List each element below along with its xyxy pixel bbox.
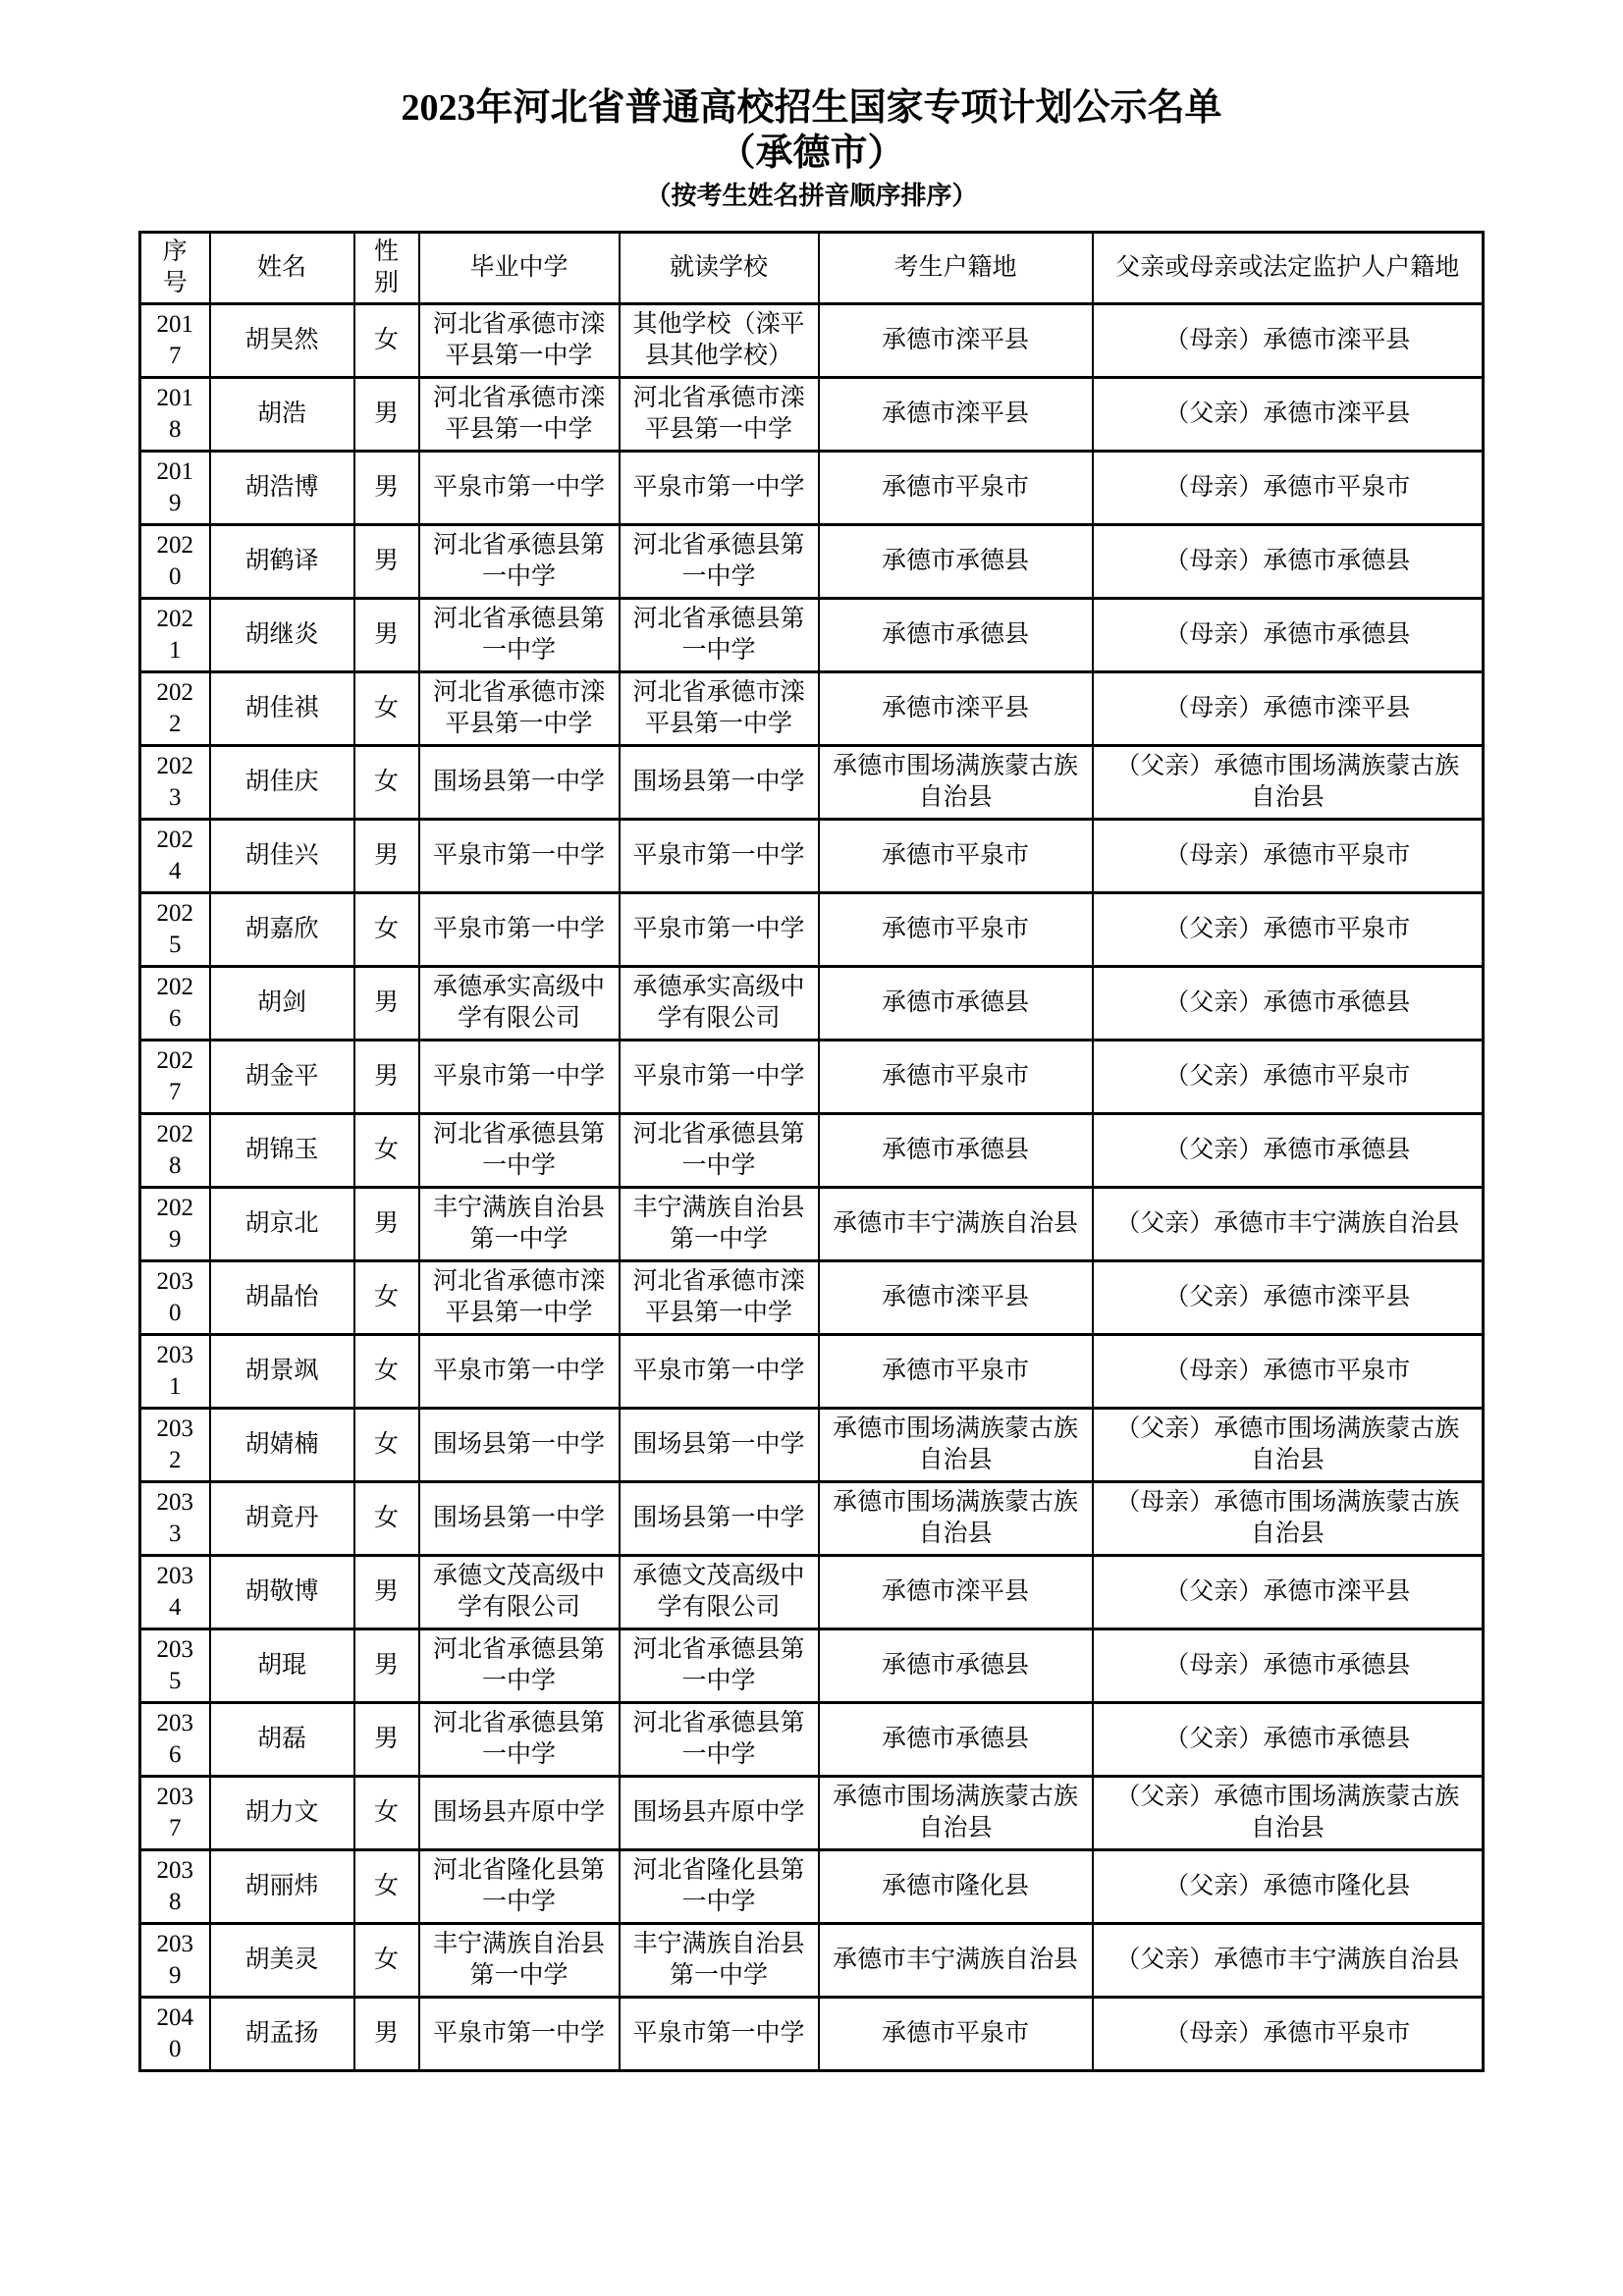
cell-gender: 男 [354, 598, 419, 671]
cell-residence: 承德市滦平县 [819, 377, 1093, 451]
table-row [140, 1187, 1484, 1260]
table-row [140, 671, 1484, 745]
cell-attend-school: 围场县第一中学 [620, 1481, 819, 1555]
cell-residence: 承德市平泉市 [819, 451, 1093, 524]
table-row [140, 377, 1484, 451]
cell-id: 2030 [140, 1260, 210, 1334]
cell-guardian-residence: （母亲）承德市滦平县 [1093, 303, 1484, 377]
table-row [140, 1260, 1484, 1334]
cell-guardian-residence: （父亲）承德市丰宁满族自治县 [1093, 1923, 1484, 1997]
cell-gender: 男 [354, 1702, 419, 1776]
column-header-serial: 序号 [140, 232, 210, 303]
cell-guardian-residence: （父亲）承德市丰宁满族自治县 [1093, 1187, 1484, 1260]
cell-attend-school: 河北省承德市滦平县第一中学 [620, 377, 819, 451]
cell-attend-school: 河北省承德县第一中学 [620, 1702, 819, 1776]
table-row [140, 1629, 1484, 1702]
cell-name: 胡金平 [210, 1040, 354, 1113]
cell-residence: 承德市滦平县 [819, 1555, 1093, 1629]
cell-grad-school: 平泉市第一中学 [419, 1040, 620, 1113]
cell-id: 2023 [140, 745, 210, 819]
cell-gender: 女 [354, 892, 419, 966]
cell-gender: 女 [354, 1481, 419, 1555]
cell-residence: 承德市平泉市 [819, 819, 1093, 892]
table-row [140, 451, 1484, 524]
cell-grad-school: 河北省承德县第一中学 [419, 1629, 620, 1702]
cell-residence: 承德市丰宁满族自治县 [819, 1187, 1093, 1260]
column-header-guardian-residence: 父亲或母亲或法定监护人户籍地 [1093, 232, 1484, 303]
cell-gender: 男 [354, 1187, 419, 1260]
table-row [140, 1702, 1484, 1776]
cell-guardian-residence: （母亲）承德市平泉市 [1093, 819, 1484, 892]
cell-residence: 承德市承德县 [819, 598, 1093, 671]
cell-attend-school: 河北省承德县第一中学 [620, 1113, 819, 1187]
cell-gender: 女 [354, 1334, 419, 1408]
cell-attend-school: 围场县第一中学 [620, 745, 819, 819]
column-header-graduation-school: 毕业中学 [419, 232, 620, 303]
cell-residence: 承德市滦平县 [819, 671, 1093, 745]
cell-name: 胡孟扬 [210, 1997, 354, 2070]
cell-residence: 承德市承德县 [819, 524, 1093, 598]
cell-gender: 男 [354, 451, 419, 524]
cell-attend-school: 平泉市第一中学 [620, 819, 819, 892]
table-row [140, 1334, 1484, 1408]
cell-name: 胡浩 [210, 377, 354, 451]
cell-name: 胡晶怡 [210, 1260, 354, 1334]
cell-guardian-residence: （母亲）承德市平泉市 [1093, 1997, 1484, 2070]
cell-name: 胡美灵 [210, 1923, 354, 1997]
cell-guardian-residence: （母亲）承德市承德县 [1093, 524, 1484, 598]
cell-attend-school: 平泉市第一中学 [620, 1334, 819, 1408]
cell-name: 胡磊 [210, 1702, 354, 1776]
cell-grad-school: 承德承实高级中学有限公司 [419, 966, 620, 1040]
cell-residence: 承德市围场满族蒙古族自治县 [819, 1481, 1093, 1555]
cell-gender: 女 [354, 1923, 419, 1997]
cell-name: 胡敬博 [210, 1555, 354, 1629]
page-title: 2023年河北省普通高校招生国家专项计划公示名单 [401, 87, 1222, 129]
cell-id: 2037 [140, 1776, 210, 1849]
cell-guardian-residence: （父亲）承德市平泉市 [1093, 892, 1484, 966]
cell-guardian-residence: （母亲）承德市围场满族蒙古族自治县 [1093, 1481, 1484, 1555]
cell-gender: 女 [354, 671, 419, 745]
cell-gender: 女 [354, 1849, 419, 1923]
cell-grad-school: 河北省承德县第一中学 [419, 1113, 620, 1187]
cell-attend-school: 平泉市第一中学 [620, 892, 819, 966]
cell-grad-school: 河北省承德市滦平县第一中学 [419, 377, 620, 451]
cell-gender: 女 [354, 745, 419, 819]
cell-name: 胡京北 [210, 1187, 354, 1260]
column-header-gender: 性别 [354, 232, 419, 303]
cell-name: 胡佳祺 [210, 671, 354, 745]
cell-guardian-residence: （父亲）承德市承德县 [1093, 1702, 1484, 1776]
cell-guardian-residence: （母亲）承德市平泉市 [1093, 1334, 1484, 1408]
cell-attend-school: 丰宁满族自治县第一中学 [620, 1923, 819, 1997]
cell-id: 2020 [140, 524, 210, 598]
page-subtitle: （承德市） [718, 132, 905, 174]
roster-table-header [140, 232, 1484, 303]
cell-guardian-residence: （父亲）承德市滦平县 [1093, 377, 1484, 451]
cell-grad-school: 河北省隆化县第一中学 [419, 1849, 620, 1923]
table-row [140, 1997, 1484, 2070]
cell-grad-school: 河北省承德市滦平县第一中学 [419, 1260, 620, 1334]
cell-attend-school: 围场县卉原中学 [620, 1776, 819, 1849]
table-row [140, 892, 1484, 966]
cell-guardian-residence: （父亲）承德市滦平县 [1093, 1555, 1484, 1629]
cell-guardian-residence: （父亲）承德市滦平县 [1093, 1260, 1484, 1334]
cell-id: 2031 [140, 1334, 210, 1408]
cell-grad-school: 丰宁满族自治县第一中学 [419, 1187, 620, 1260]
cell-name: 胡昊然 [210, 303, 354, 377]
cell-id: 2021 [140, 598, 210, 671]
table-row [140, 524, 1484, 598]
table-row [140, 1481, 1484, 1555]
cell-name: 胡锦玉 [210, 1113, 354, 1187]
cell-attend-school: 河北省承德县第一中学 [620, 598, 819, 671]
column-header-attending-school: 就读学校 [620, 232, 819, 303]
cell-attend-school: 平泉市第一中学 [620, 451, 819, 524]
cell-guardian-residence: （母亲）承德市滦平县 [1093, 671, 1484, 745]
table-row [140, 1113, 1484, 1187]
cell-guardian-residence: （父亲）承德市承德县 [1093, 1113, 1484, 1187]
cell-id: 2028 [140, 1113, 210, 1187]
cell-id: 2038 [140, 1849, 210, 1923]
cell-residence: 承德市平泉市 [819, 1334, 1093, 1408]
cell-name: 胡浩博 [210, 451, 354, 524]
cell-residence: 承德市平泉市 [819, 1997, 1093, 2070]
cell-grad-school: 河北省承德市滦平县第一中学 [419, 303, 620, 377]
cell-residence: 承德市平泉市 [819, 892, 1093, 966]
table-row [140, 303, 1484, 377]
cell-attend-school: 平泉市第一中学 [620, 1040, 819, 1113]
cell-guardian-residence: （父亲）承德市围场满族蒙古族自治县 [1093, 1776, 1484, 1849]
cell-guardian-residence: （母亲）承德市承德县 [1093, 1629, 1484, 1702]
cell-grad-school: 平泉市第一中学 [419, 451, 620, 524]
cell-name: 胡鹤译 [210, 524, 354, 598]
cell-gender: 男 [354, 1555, 419, 1629]
cell-attend-school: 河北省隆化县第一中学 [620, 1849, 819, 1923]
cell-grad-school: 平泉市第一中学 [419, 1997, 620, 2070]
cell-guardian-residence: （母亲）承德市承德县 [1093, 598, 1484, 671]
cell-residence: 承德市滦平县 [819, 1260, 1093, 1334]
table-row [140, 598, 1484, 671]
cell-residence: 承德市平泉市 [819, 1040, 1093, 1113]
cell-name: 胡剑 [210, 966, 354, 1040]
cell-residence: 承德市围场满族蒙古族自治县 [819, 1776, 1093, 1849]
sort-order-note: （按考生姓名拼音顺序排序） [645, 182, 978, 211]
cell-gender: 女 [354, 1776, 419, 1849]
cell-name: 胡景飒 [210, 1334, 354, 1408]
cell-id: 2035 [140, 1629, 210, 1702]
cell-gender: 男 [354, 377, 419, 451]
cell-grad-school: 围场县第一中学 [419, 745, 620, 819]
cell-grad-school: 围场县卉原中学 [419, 1776, 620, 1849]
cell-guardian-residence: （父亲）承德市隆化县 [1093, 1849, 1484, 1923]
table-row [140, 1923, 1484, 1997]
cell-id: 2024 [140, 819, 210, 892]
cell-attend-school: 河北省承德县第一中学 [620, 524, 819, 598]
column-header-name: 姓名 [210, 232, 354, 303]
cell-grad-school: 河北省承德县第一中学 [419, 1702, 620, 1776]
cell-residence: 承德市承德县 [819, 966, 1093, 1040]
cell-id: 2025 [140, 892, 210, 966]
cell-name: 胡竟丹 [210, 1481, 354, 1555]
cell-residence: 承德市围场满族蒙古族自治县 [819, 745, 1093, 819]
cell-attend-school: 承德承实高级中学有限公司 [620, 966, 819, 1040]
cell-guardian-residence: （父亲）承德市围场满族蒙古族自治县 [1093, 745, 1484, 819]
cell-attend-school: 其他学校（滦平县其他学校） [620, 303, 819, 377]
cell-guardian-residence: （父亲）承德市承德县 [1093, 966, 1484, 1040]
cell-id: 2039 [140, 1923, 210, 1997]
cell-id: 2029 [140, 1187, 210, 1260]
cell-grad-school: 平泉市第一中学 [419, 1334, 620, 1408]
cell-id: 2019 [140, 451, 210, 524]
cell-id: 2017 [140, 303, 210, 377]
cell-gender: 女 [354, 303, 419, 377]
cell-guardian-residence: （父亲）承德市平泉市 [1093, 1040, 1484, 1113]
cell-name: 胡嘉欣 [210, 892, 354, 966]
cell-attend-school: 河北省承德县第一中学 [620, 1629, 819, 1702]
cell-grad-school: 河北省承德县第一中学 [419, 598, 620, 671]
cell-gender: 男 [354, 1997, 419, 2070]
cell-name: 胡佳庆 [210, 745, 354, 819]
cell-gender: 男 [354, 819, 419, 892]
table-row [140, 1849, 1484, 1923]
column-header-candidate-residence: 考生户籍地 [819, 232, 1093, 303]
cell-attend-school: 丰宁满族自治县第一中学 [620, 1187, 819, 1260]
table-row [140, 1555, 1484, 1629]
cell-name: 胡继炎 [210, 598, 354, 671]
cell-grad-school: 承德文茂高级中学有限公司 [419, 1555, 620, 1629]
cell-residence: 承德市丰宁满族自治县 [819, 1923, 1093, 1997]
cell-name: 胡婧楠 [210, 1408, 354, 1481]
cell-name: 胡琨 [210, 1629, 354, 1702]
cell-grad-school: 河北省承德县第一中学 [419, 524, 620, 598]
cell-residence: 承德市隆化县 [819, 1849, 1093, 1923]
table-row [140, 819, 1484, 892]
cell-grad-school: 平泉市第一中学 [419, 892, 620, 966]
cell-gender: 男 [354, 966, 419, 1040]
roster-table-body [140, 303, 1484, 2070]
cell-grad-school: 丰宁满族自治县第一中学 [419, 1923, 620, 1997]
cell-id: 2018 [140, 377, 210, 451]
cell-attend-school: 河北省承德市滦平县第一中学 [620, 671, 819, 745]
cell-name: 胡丽炜 [210, 1849, 354, 1923]
cell-residence: 承德市承德县 [819, 1702, 1093, 1776]
cell-name: 胡佳兴 [210, 819, 354, 892]
cell-gender: 女 [354, 1113, 419, 1187]
table-row [140, 745, 1484, 819]
cell-id: 2022 [140, 671, 210, 745]
cell-residence: 承德市围场满族蒙古族自治县 [819, 1408, 1093, 1481]
roster-table [138, 231, 1485, 2072]
cell-name: 胡力文 [210, 1776, 354, 1849]
cell-grad-school: 平泉市第一中学 [419, 819, 620, 892]
table-row [140, 1776, 1484, 1849]
cell-id: 2033 [140, 1481, 210, 1555]
cell-id: 2032 [140, 1408, 210, 1481]
cell-gender: 男 [354, 1040, 419, 1113]
cell-id: 2040 [140, 1997, 210, 2070]
cell-gender: 男 [354, 524, 419, 598]
table-row [140, 966, 1484, 1040]
cell-guardian-residence: （父亲）承德市围场满族蒙古族自治县 [1093, 1408, 1484, 1481]
cell-id: 2026 [140, 966, 210, 1040]
cell-grad-school: 河北省承德市滦平县第一中学 [419, 671, 620, 745]
cell-id: 2036 [140, 1702, 210, 1776]
table-row [140, 1040, 1484, 1113]
cell-attend-school: 承德文茂高级中学有限公司 [620, 1555, 819, 1629]
cell-gender: 男 [354, 1629, 419, 1702]
cell-grad-school: 围场县第一中学 [419, 1481, 620, 1555]
table-row [140, 1408, 1484, 1481]
cell-gender: 女 [354, 1408, 419, 1481]
cell-residence: 承德市承德县 [819, 1629, 1093, 1702]
cell-guardian-residence: （母亲）承德市平泉市 [1093, 451, 1484, 524]
cell-grad-school: 围场县第一中学 [419, 1408, 620, 1481]
cell-attend-school: 河北省承德市滦平县第一中学 [620, 1260, 819, 1334]
cell-id: 2034 [140, 1555, 210, 1629]
cell-residence: 承德市滦平县 [819, 303, 1093, 377]
cell-gender: 女 [354, 1260, 419, 1334]
cell-residence: 承德市承德县 [819, 1113, 1093, 1187]
cell-id: 2027 [140, 1040, 210, 1113]
header-row [140, 232, 1484, 303]
cell-attend-school: 平泉市第一中学 [620, 1997, 819, 2070]
cell-attend-school: 围场县第一中学 [620, 1408, 819, 1481]
